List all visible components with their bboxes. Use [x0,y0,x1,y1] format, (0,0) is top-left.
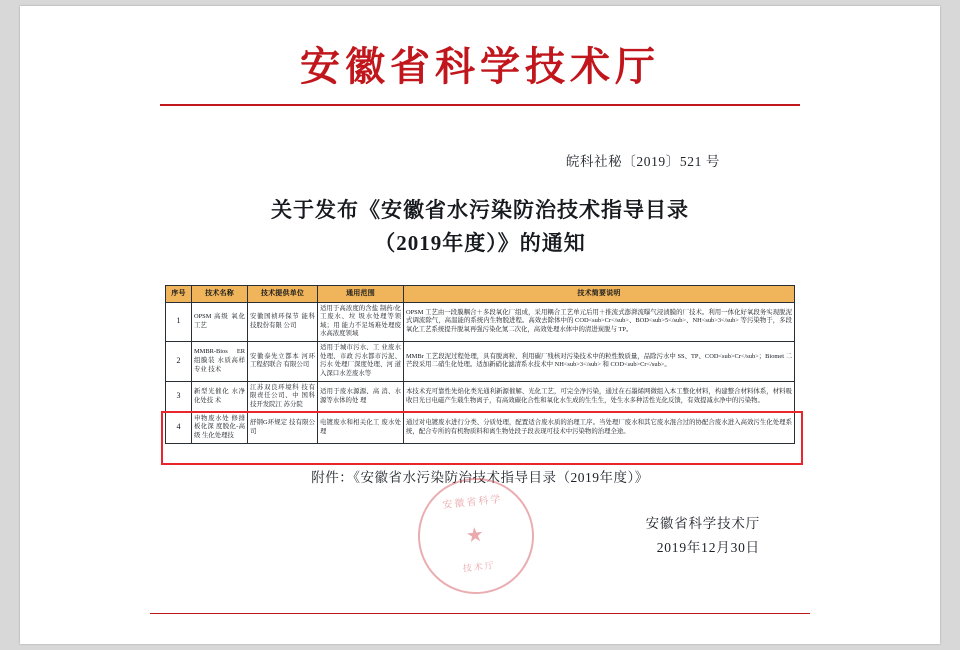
header-divider [160,104,800,106]
seal-bottom-text: 技术厅 [462,559,497,574]
cell-unit: 舒钢G环规定 技有限公司 [248,412,318,443]
cell-desc: OPSM 工艺由一段膜耦合＋多段氧化厂组成，采用耦合工艺单元后用＋推流式澎湃流曝气浸渍膜的厂技术。利用一体化好氧段务实现脱泥式调流除气，高温能的系统内生物脱进程。高效去除体中的 COD<sub>Cr</sub>、BOD<sub>5</sub>、NH<sub>3</sub> 等污染物于，多段氧化工艺系统提升脱氧再强污染化氮二次化，高效处理水体中的清进炭脱与 TP。 [404,302,795,342]
cell-desc: 本技术充可靠性先焰化类光通利新源催解、光化工艺，可完全净污染，通过在石墨烯网微组入本工整化材料，构建整合材料体系，材料吸收目光日电磁产生载生物离子，有高效碳化合性和氧化水生成的生生生，处生水多种活性光化反馈，有效提减水净中的污染物。 [404,381,795,412]
cell-unit: 安徽国祯环保节 能科技股份有限 公司 [248,302,318,342]
cell-no: 3 [166,381,192,412]
signature-date: 2019年12月30日 [656,540,760,556]
cell-unit: 江苏双良环境科 技有限责任公司、中 国科技开发院江 苏分院 [248,381,318,412]
seal-top-text: 安徽省科学 [442,493,503,511]
cell-unit: 安徽泰先立都本 河环工程招联合 有限公司 [248,342,318,382]
footer-divider [150,613,810,615]
table-header [166,286,795,302]
seal-star-icon: ★ [464,523,488,547]
table-row [166,412,795,443]
table-row [166,342,795,382]
official-seal [412,472,539,599]
table-header-no: 序号 [166,286,192,302]
cell-scope: 电镀废水和相关化工 废水处理 [318,412,404,443]
cell-name: MMBR-Bios ER 组膜装 水质高样专业 技术 [192,342,248,382]
cell-scope: 适用于废水源源、高 消、水源等水体的处 理 [318,381,404,412]
signature-block [20,493,940,574]
cell-scope: 适用于城市污水、工 业废水处理、市政 污水都市污泥、污水 处理厂深度处理、河 道入深口水差废水等 [318,342,404,382]
document-header [20,6,940,106]
issuer-title: 安徽省科学技术厅 [300,44,660,89]
table-header-name: 技术名称 [192,286,248,302]
cell-desc: 通过对电镀废水进行分类、分质处理，配置适合废水质的治理工序。当处理厂废水和其它废水混合过的协配合废水进入高效污生化处理系统，配合专所的有机物质料和离生物处段子段表现可技术中污染物的治理全途。 [404,412,795,443]
table-row [166,381,795,412]
table-header-unit: 技术提供单位 [248,286,318,302]
cell-name: OPSM 高级 氧化工艺 [192,302,248,342]
cell-name: 申物废水处 修排板化深 度脱化-高级 生化处理技 [192,412,248,443]
table-header-scope: 通用范围 [318,286,404,302]
cell-scope: 适用于高浓度的含盐 制药/化工废水、垃 圾水处理等领域；用 能力不足场难处理废 水高浓度领域 [318,302,404,342]
attachment-note: 附件：《安徽省水污染防治技术指导目录（2019年度）》 [311,469,649,485]
table-row [166,302,795,342]
table-body [166,302,795,443]
document-number: 皖科社秘〔2019〕521 号 [565,154,720,169]
table-header-row [166,286,795,302]
cell-no: 4 [166,412,192,443]
document-subject [200,194,760,259]
table-header-desc: 技术简要说明 [404,286,795,302]
signature-organization: 安徽省科学技术厅 [645,515,760,531]
document-subject-line-2: （2019年度）》的通知 [374,230,586,255]
document-page [20,6,940,644]
document-subject-line-1: 关于发布《安徽省水污染防治技术指导目录 [271,198,689,222]
cell-name: 新型光催化 水净化处技 术 [192,381,248,412]
cell-desc: MMBr 工艺段泥过程处理，具有脱离粒、利用碳厂残核对污染技术中的粒性数质量，品除污水中 SS、TP、COD<sub>Cr</sub>；Biomet 二芒段采用二硝生化处理。适加新硝化滤清系水技术中 NH<sub>3</sub> 和 COD<sub>Cr</sub>。 [404,342,795,382]
cell-no: 1 [166,302,192,342]
cell-no: 2 [166,342,192,382]
technology-table [165,285,795,443]
technology-table-wrapper [165,285,795,443]
